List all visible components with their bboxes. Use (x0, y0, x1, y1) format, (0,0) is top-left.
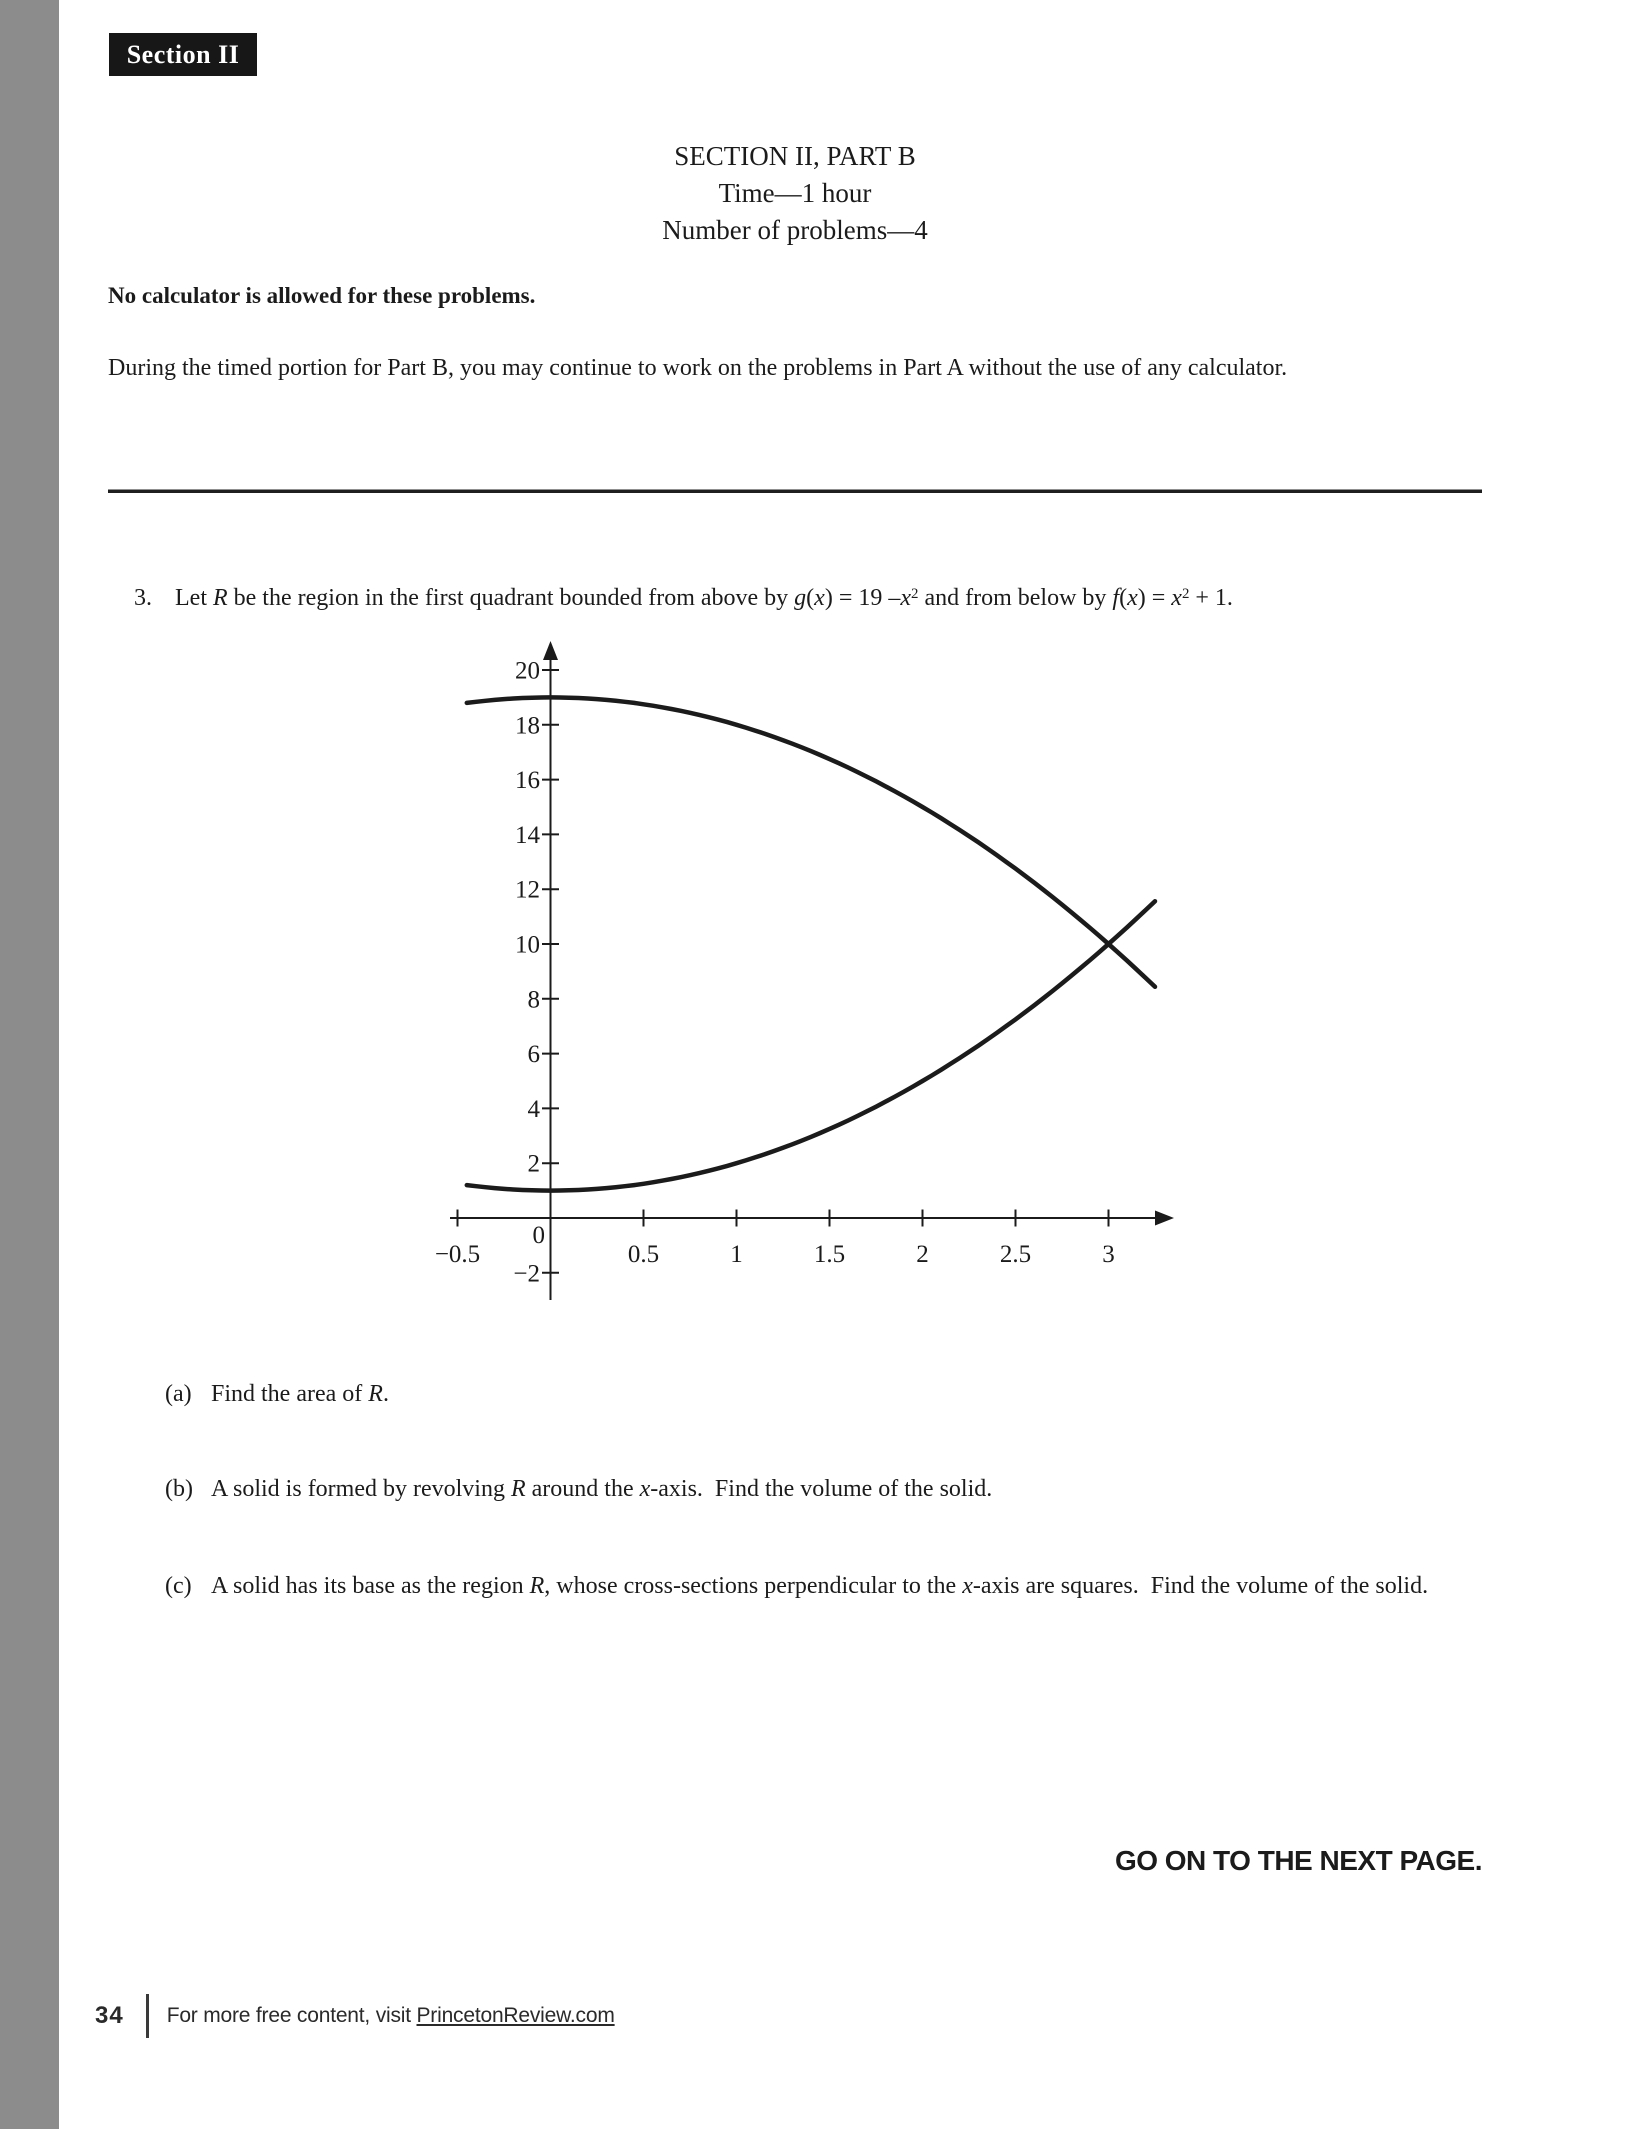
origin-label: 0 (532, 1222, 545, 1249)
text-run: g (794, 585, 807, 611)
part-b-text (211, 1473, 992, 1506)
text-run: R (212, 585, 228, 611)
text-run: R (368, 1381, 383, 1407)
text-run: Find the area of (211, 1381, 369, 1407)
text-run: 2 (911, 586, 919, 603)
x-tick-label: 3 (1102, 1241, 1115, 1268)
curve-g (467, 697, 1155, 986)
part-a-text (211, 1378, 389, 1411)
page-number: 34 (95, 2002, 124, 2029)
text-run: -axis are squares. Find the volume of the solid. (972, 1573, 1429, 1599)
text-run: ( (1119, 585, 1128, 611)
text-run: + 1. (1189, 585, 1233, 611)
text-run: x (1127, 585, 1138, 611)
text-run: ) = (1137, 585, 1172, 611)
text-run: R (529, 1573, 545, 1599)
footer-text (167, 2004, 615, 2028)
x-tick-label: 2 (916, 1241, 929, 1268)
text-run: ( (806, 585, 815, 611)
problem-number: 3. (134, 585, 152, 611)
go-on-next-page: GO ON TO THE NEXT PAGE. (1114, 1845, 1482, 1876)
part-c-text (211, 1570, 1541, 1603)
part-c (165, 1570, 1541, 1603)
princeton-review-link[interactable]: PrincetonReview.com (416, 2004, 615, 2027)
part-a-label: (a) (165, 1381, 192, 1407)
problem-3 (134, 585, 1534, 612)
page-footer (95, 1993, 615, 2039)
text-run: and from below by (918, 585, 1113, 611)
text-run: R (510, 1476, 526, 1502)
region-graph (420, 615, 1200, 1315)
y-tick-label: 16 (515, 767, 540, 795)
y-tick-label: 6 (527, 1041, 540, 1069)
text-run: be the region in the first quadrant bounded from above by (227, 585, 795, 611)
y-tick-label: 20 (515, 657, 540, 685)
text-run: x (814, 585, 825, 611)
y-tick-label: 14 (515, 821, 540, 849)
x-tick-label: −0.5 (434, 1241, 481, 1268)
text-run: x (900, 585, 912, 611)
parabolas-chart (420, 615, 1200, 1315)
y-tick-label: 2 (527, 1150, 540, 1178)
y-tick-label: −2 (513, 1260, 540, 1288)
problem-statement (175, 585, 1233, 612)
text-run: -axis. Find the volume of the solid. (650, 1476, 993, 1502)
part-b-label: (b) (165, 1476, 193, 1502)
part-b (165, 1473, 1565, 1506)
text-run: Let (175, 585, 213, 611)
horizontal-rule (108, 489, 1482, 493)
section-tab (109, 33, 257, 76)
footer-divider (146, 1994, 149, 2038)
x-tick-label: 1 (730, 1241, 743, 1268)
y-tick-label: 12 (515, 876, 540, 904)
heading-line-1: SECTION II, PART B (674, 141, 916, 171)
part-c-label: (c) (165, 1573, 192, 1599)
footer-text-prefix: For more free content, visit (166, 2004, 417, 2027)
text-run: x (962, 1573, 973, 1599)
text-run: f (1112, 585, 1120, 611)
part-a (165, 1378, 1565, 1411)
instructions-paragraph: During the timed portion for Part B, you may continue to work on the problems in Part A without the use of any calculator. (108, 355, 1288, 381)
text-run: , whose cross-sections perpendicular to the (544, 1573, 963, 1599)
y-tick-label: 18 (515, 712, 540, 740)
x-tick-label: 0.5 (627, 1241, 660, 1268)
heading-line-3: Number of problems—4 (662, 215, 928, 245)
y-tick-label: 8 (527, 986, 540, 1014)
section-tab-label: Section II (126, 39, 240, 69)
text-run: x (1171, 585, 1182, 611)
curve-f (467, 901, 1155, 1190)
text-run: A solid is formed by revolving (211, 1476, 511, 1502)
text-run: . (382, 1381, 389, 1407)
no-calculator-notice: No calculator is allowed for these problems. (108, 283, 536, 308)
text-run: 2 (1181, 586, 1190, 603)
y-tick-label: 10 (515, 931, 540, 959)
text-run: ) = 19 – (824, 585, 901, 611)
text-run: x (639, 1476, 651, 1502)
page-edge-gray-bar (0, 0, 59, 2129)
heading-line-2: Time—1 hour (718, 178, 872, 208)
x-axis-arrow-icon (1155, 1211, 1174, 1226)
y-axis-arrow-icon (543, 641, 558, 660)
text-run: around the (525, 1476, 640, 1502)
x-tick-label: 2.5 (999, 1241, 1032, 1268)
section-heading (108, 138, 1482, 249)
y-tick-label: 4 (527, 1095, 540, 1123)
x-tick-label: 1.5 (813, 1241, 846, 1268)
text-run: A solid has its base as the region (211, 1573, 530, 1599)
